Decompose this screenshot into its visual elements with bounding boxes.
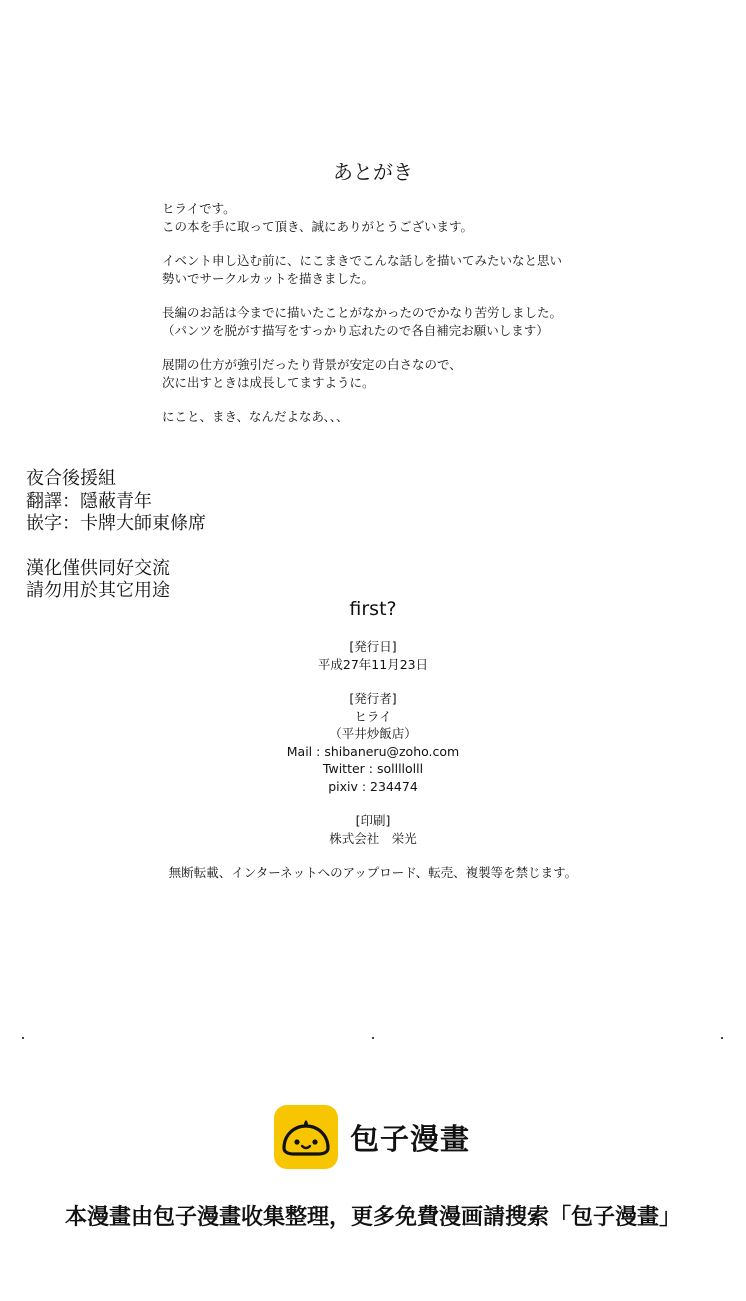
afterword-paragraph bbox=[162, 304, 622, 339]
publish-date-block bbox=[0, 638, 746, 673]
publish-date-label: [発行日] bbox=[349, 639, 397, 654]
publisher-mail: Mail : shibaneru@zoho.com bbox=[286, 743, 460, 759]
credits-note-line: 漢化僅供同好交流 bbox=[26, 557, 170, 579]
afterword-line: 長編のお話は今までに描いたことがなかったのでかなり苦労しました。 bbox=[162, 305, 563, 320]
credits-note-line: 請勿用於其它用途 bbox=[26, 580, 170, 601]
printer-label: [印刷] bbox=[355, 813, 391, 828]
credits-group: 夜合後援組 bbox=[26, 468, 116, 489]
afterword-line: にこと、まき、なんだよなあ、、、 bbox=[162, 409, 349, 424]
credits-spacer bbox=[26, 536, 206, 558]
printer-name: 株式会社 栄光 bbox=[329, 830, 417, 846]
afterword-paragraph bbox=[162, 408, 622, 426]
page-dot bbox=[721, 1037, 723, 1039]
steamed-bun-icon bbox=[274, 1105, 338, 1169]
afterword-line: 展開の仕方が強引だったり背景が安定の白さなので、 bbox=[162, 357, 462, 372]
publisher-twitter: Twitter : sollllolll bbox=[322, 761, 424, 776]
brand-logo bbox=[274, 1105, 470, 1169]
page-dot bbox=[372, 1037, 374, 1039]
book-title: first? bbox=[349, 598, 397, 620]
brand-name: 包子漫畫 bbox=[350, 1121, 471, 1156]
afterword-line: ヒライです。 bbox=[162, 201, 236, 216]
colophon bbox=[0, 596, 746, 882]
afterword-line: （パンツを脱がす描写をすっかり忘れたので各自補完お願いします） bbox=[162, 322, 549, 338]
afterword-paragraph bbox=[162, 200, 622, 235]
afterword-line: イベント申し込む前に、にこまきでこんな話しを描いてみたいなと思い bbox=[162, 253, 563, 268]
publish-date-value: 平成27年11月23日 bbox=[317, 656, 429, 672]
publisher-label: [発行者] bbox=[349, 691, 397, 706]
publisher-name: ヒライ bbox=[354, 708, 392, 724]
publisher-block bbox=[0, 690, 746, 795]
afterword-line: この本を手に取って頂き、誠にありがとうございます。 bbox=[162, 218, 474, 234]
afterword-paragraph bbox=[162, 252, 622, 287]
publisher-pixiv: pixiv : 234474 bbox=[328, 778, 418, 794]
printer-block bbox=[0, 812, 746, 847]
source-watermark: 本漫畫由包子漫畫收集整理，更多免費漫画請搜索「包子漫畫」 bbox=[64, 1205, 681, 1230]
afterword-title: あとがき bbox=[333, 160, 413, 184]
credits-translator: 翻譯：隱蔽青年 bbox=[26, 490, 152, 512]
scanlation-credits bbox=[26, 468, 206, 603]
page-dot bbox=[22, 1037, 24, 1039]
afterword-body bbox=[162, 200, 622, 443]
afterword-paragraph bbox=[162, 356, 622, 391]
credits-typesetter: 嵌字：卡牌大師東條席 bbox=[26, 513, 206, 534]
afterword-line: 勢いでサークルカットを描きました。 bbox=[162, 270, 375, 286]
copyright-notice: 無断転載、インターネットへのアップロード、転売、複製等を禁じます。 bbox=[168, 865, 578, 880]
afterword-line: 次に出すときは成長してますように。 bbox=[162, 374, 375, 390]
publisher-circle: （平井炒飯店） bbox=[329, 726, 417, 741]
